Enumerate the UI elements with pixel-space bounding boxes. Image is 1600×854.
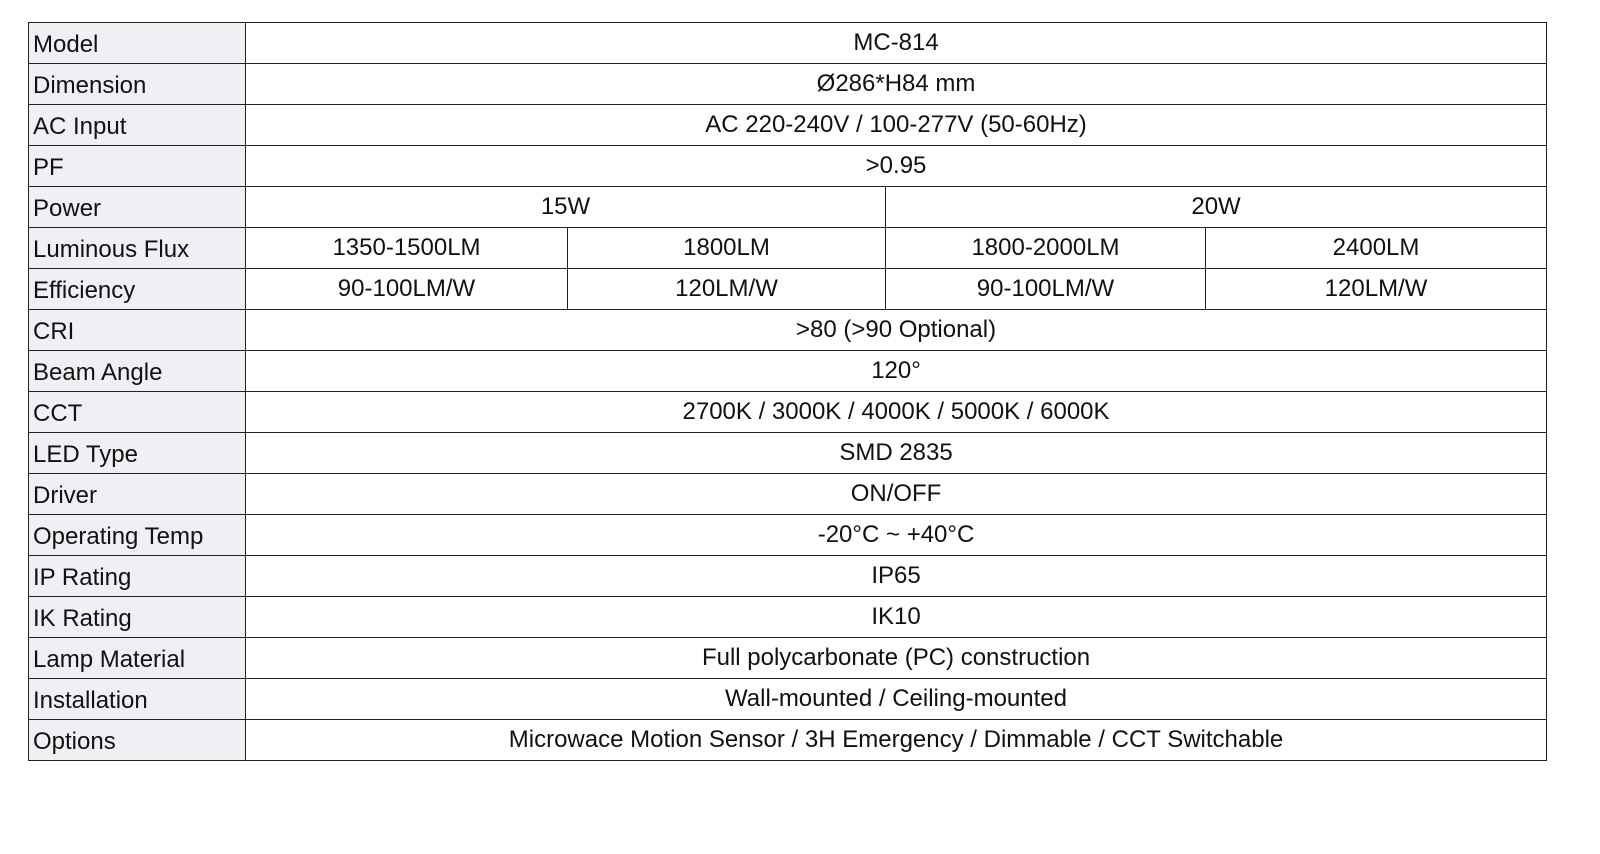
row-value: 120° bbox=[246, 351, 1547, 392]
row-value: MC-814 bbox=[246, 23, 1547, 64]
table-row bbox=[29, 310, 1547, 351]
row-value: IK10 bbox=[246, 597, 1547, 638]
row-value: 120LM/W bbox=[1206, 269, 1547, 310]
table-row bbox=[29, 187, 1547, 228]
row-label: IP Rating bbox=[29, 556, 246, 597]
row-value: -20°C ~ +40°C bbox=[246, 515, 1547, 556]
row-label: Luminous Flux bbox=[29, 228, 246, 269]
row-label: Power bbox=[29, 187, 246, 228]
row-label: Driver bbox=[29, 474, 246, 515]
table-row bbox=[29, 474, 1547, 515]
table-row bbox=[29, 433, 1547, 474]
table-row bbox=[29, 146, 1547, 187]
row-label: AC Input bbox=[29, 105, 246, 146]
row-label: LED Type bbox=[29, 433, 246, 474]
row-label: Dimension bbox=[29, 64, 246, 105]
table-row bbox=[29, 105, 1547, 146]
row-value: 1800-2000LM bbox=[886, 228, 1206, 269]
table-row bbox=[29, 720, 1547, 761]
table-row bbox=[29, 515, 1547, 556]
row-label: Model bbox=[29, 23, 246, 64]
row-value: >80 (>90 Optional) bbox=[246, 310, 1547, 351]
row-value: 1350-1500LM bbox=[246, 228, 568, 269]
row-label: PF bbox=[29, 146, 246, 187]
row-value: Full polycarbonate (PC) construction bbox=[246, 638, 1547, 679]
spec-table bbox=[28, 22, 1547, 761]
row-value: Microwace Motion Sensor / 3H Emergency / Dimmable / CCT Switchable bbox=[246, 720, 1547, 761]
row-value: ON/OFF bbox=[246, 474, 1547, 515]
row-value: 90-100LM/W bbox=[246, 269, 568, 310]
table-row bbox=[29, 351, 1547, 392]
table-row bbox=[29, 597, 1547, 638]
row-value: 15W bbox=[246, 187, 886, 228]
table-row bbox=[29, 269, 1547, 310]
row-value: AC 220-240V / 100-277V (50-60Hz) bbox=[246, 105, 1547, 146]
table-row bbox=[29, 679, 1547, 720]
row-label: Installation bbox=[29, 679, 246, 720]
table-row bbox=[29, 64, 1547, 105]
row-value: 2400LM bbox=[1206, 228, 1547, 269]
row-value: 20W bbox=[886, 187, 1547, 228]
table-row bbox=[29, 228, 1547, 269]
row-value: 2700K / 3000K / 4000K / 5000K / 6000K bbox=[246, 392, 1547, 433]
row-value: IP65 bbox=[246, 556, 1547, 597]
row-label: Operating Temp bbox=[29, 515, 246, 556]
row-value: >0.95 bbox=[246, 146, 1547, 187]
table-row bbox=[29, 392, 1547, 433]
row-label: Efficiency bbox=[29, 269, 246, 310]
row-label: Options bbox=[29, 720, 246, 761]
table-row bbox=[29, 638, 1547, 679]
row-value: 90-100LM/W bbox=[886, 269, 1206, 310]
table-row bbox=[29, 23, 1547, 64]
row-value: Ø286*H84 mm bbox=[246, 64, 1547, 105]
row-value: SMD 2835 bbox=[246, 433, 1547, 474]
row-label: IK Rating bbox=[29, 597, 246, 638]
row-label: CCT bbox=[29, 392, 246, 433]
row-label: Beam Angle bbox=[29, 351, 246, 392]
row-value: Wall-mounted / Ceiling-mounted bbox=[246, 679, 1547, 720]
row-label: CRI bbox=[29, 310, 246, 351]
row-value: 1800LM bbox=[568, 228, 886, 269]
row-label: Lamp Material bbox=[29, 638, 246, 679]
row-value: 120LM/W bbox=[568, 269, 886, 310]
table-row bbox=[29, 556, 1547, 597]
